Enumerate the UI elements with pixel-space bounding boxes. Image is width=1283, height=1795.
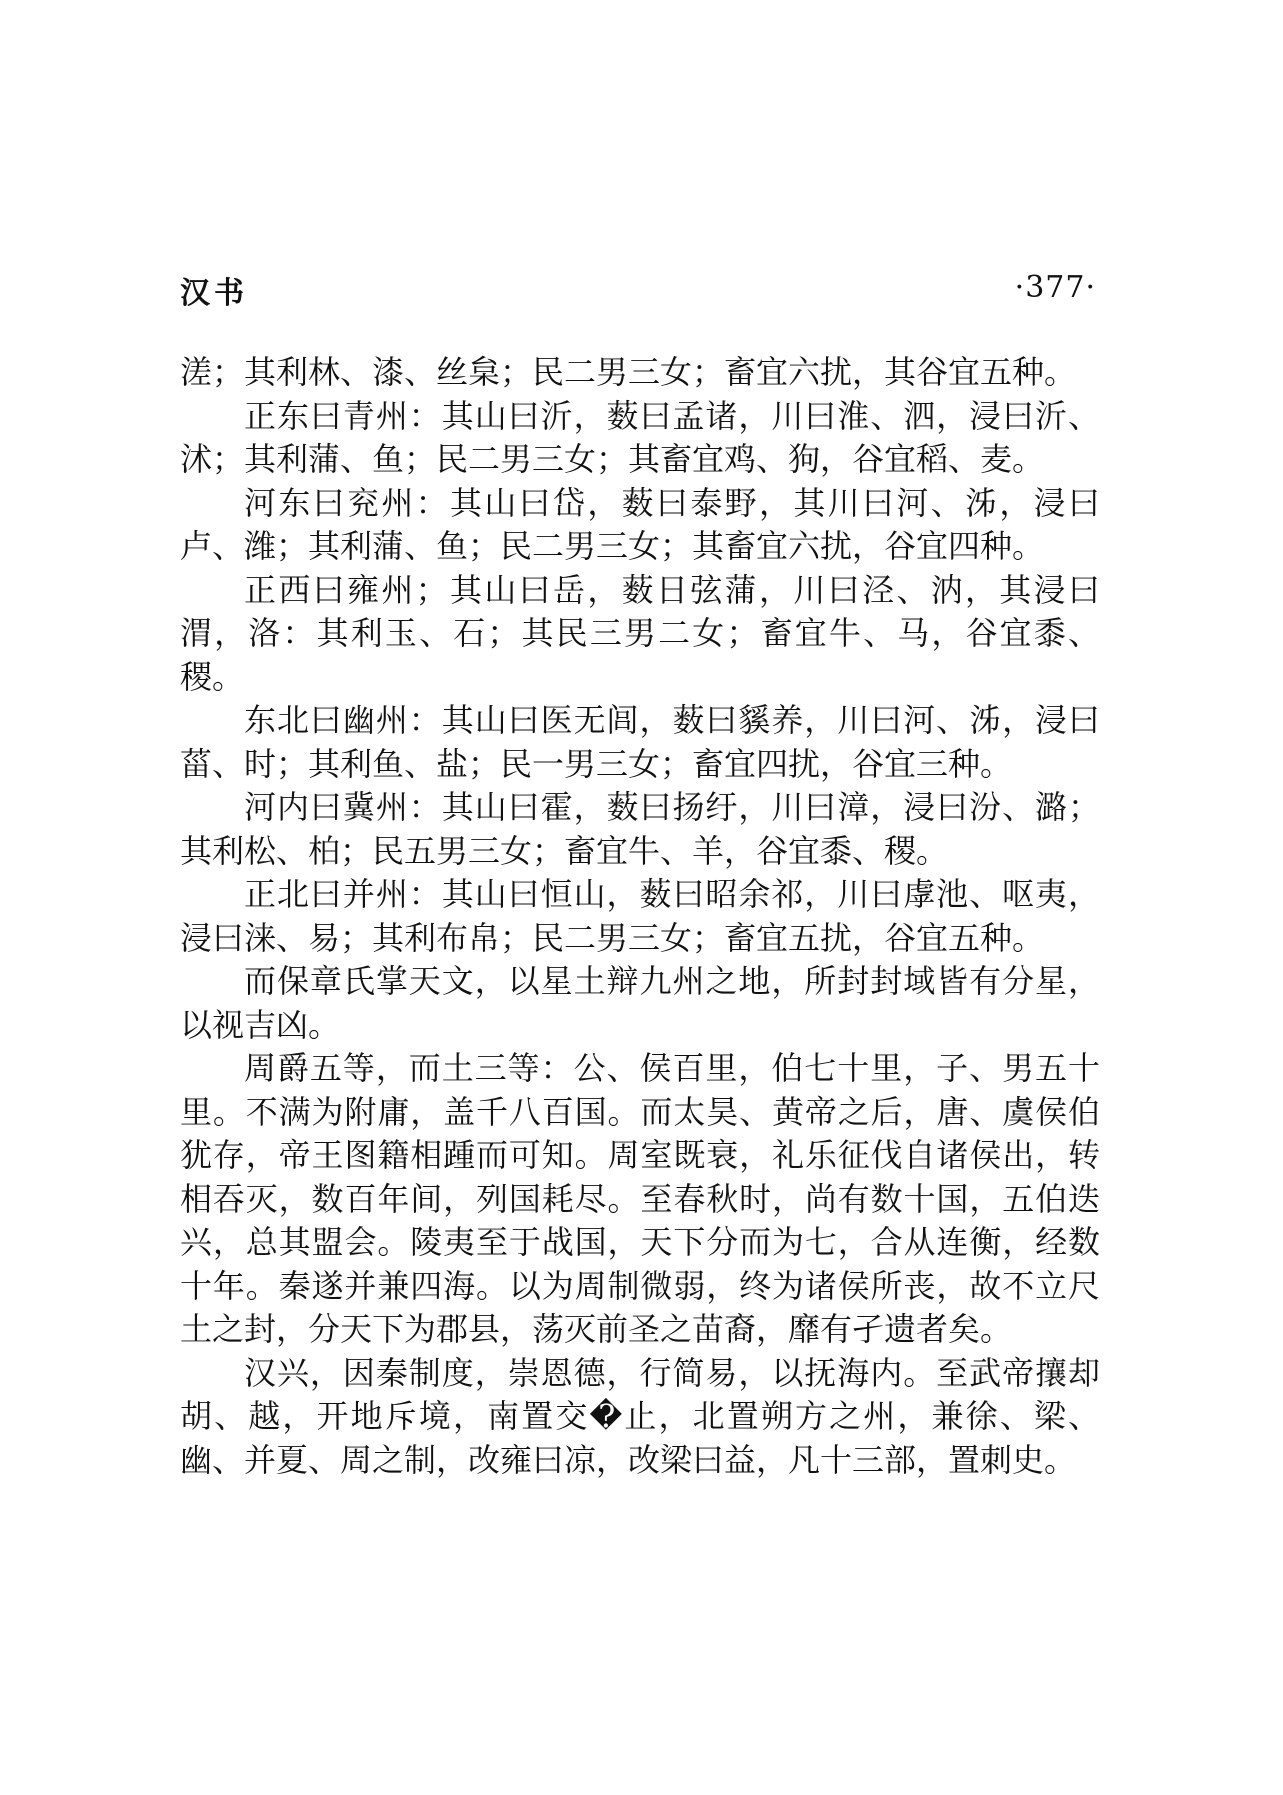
paragraph: 河东曰兖州：其山曰岱，薮曰泰野，其川曰河、泲，浸曰卢、潍；其利蒲、鱼；民二男三女；其畜宜六扰，谷宜四种。 <box>180 483 1100 565</box>
book-title: 汉书 <box>180 276 248 311</box>
page-header <box>180 268 1096 318</box>
paragraph: 而保章氏掌天文，以星土辩九州之地，所封封域皆有分星，以视吉凶。 <box>180 962 1100 1044</box>
paragraph: 汉兴，因秦制度，崇恩德，行简易，以抚海内。至武帝攘却胡、越，开地斥境，南置交�止，北置朔方之州，兼徐、梁、幽、并夏、周之制，改雍曰凉，改梁曰益，凡十三部，置刺史。 <box>180 1353 1100 1479</box>
paragraph: 溠；其利林、漆、丝枲；民二男三女；畜宜六扰，其谷宜五种。 <box>180 353 1077 391</box>
paragraph: 东北曰幽州：其山曰医无闾，薮曰貕养，川曰河、泲，浸曰菑、时；其利鱼、盐；民一男三女；畜宜四扰，谷宜三种。 <box>180 701 1100 783</box>
paragraph: 周爵五等，而土三等：公、侯百里，伯七十里，子、男五十里。不满为附庸，盖千八百国。而太昊、黄帝之后，唐、虞侯伯犹存，帝王图籍相踵而可知。周室既衰，礼乐征伐自诸侯出，转相吞灭，数百年间，列国耗尽。至春秋时，尚有数十国，五伯迭兴，总其盟会。陵夷至于战国，天下分而为七，合从连衡，经数十年。秦遂并兼四海。以为周制微弱，终为诸侯所丧，故不立尺土之封，分天下为郡县，荡灭前圣之苗裔，靡有孑遗者矣。 <box>180 1049 1100 1348</box>
paragraph: 正西曰雍州；其山曰岳，薮日弦蒲，川曰泾、汭，其浸曰渭，洛：其利玉、石；其民三男二女；畜宜牛、马，谷宜黍、稷。 <box>180 570 1100 696</box>
paragraph: 正北曰并州：其山曰恒山，薮曰昭余祁，川曰虖池、呕夷，浸曰涞、易；其利布帛；民二男三女；畜宜五扰，谷宜五种。 <box>180 875 1100 957</box>
paragraph: 正东曰青州：其山曰沂，薮曰孟诸，川曰淮、泗，浸曰沂、沭；其利蒲、鱼；民二男三女；其畜宜鸡、狗，谷宜稻、麦。 <box>180 396 1100 478</box>
page-number: ·377· <box>1014 270 1096 305</box>
paragraph: 河内曰冀州：其山曰霍，薮曰扬纡，川曰漳，浸曰汾、潞；其利松、柏；民五男三女；畜宜牛、羊，谷宜黍、稷。 <box>180 788 1100 870</box>
page-body <box>180 351 1100 1482</box>
